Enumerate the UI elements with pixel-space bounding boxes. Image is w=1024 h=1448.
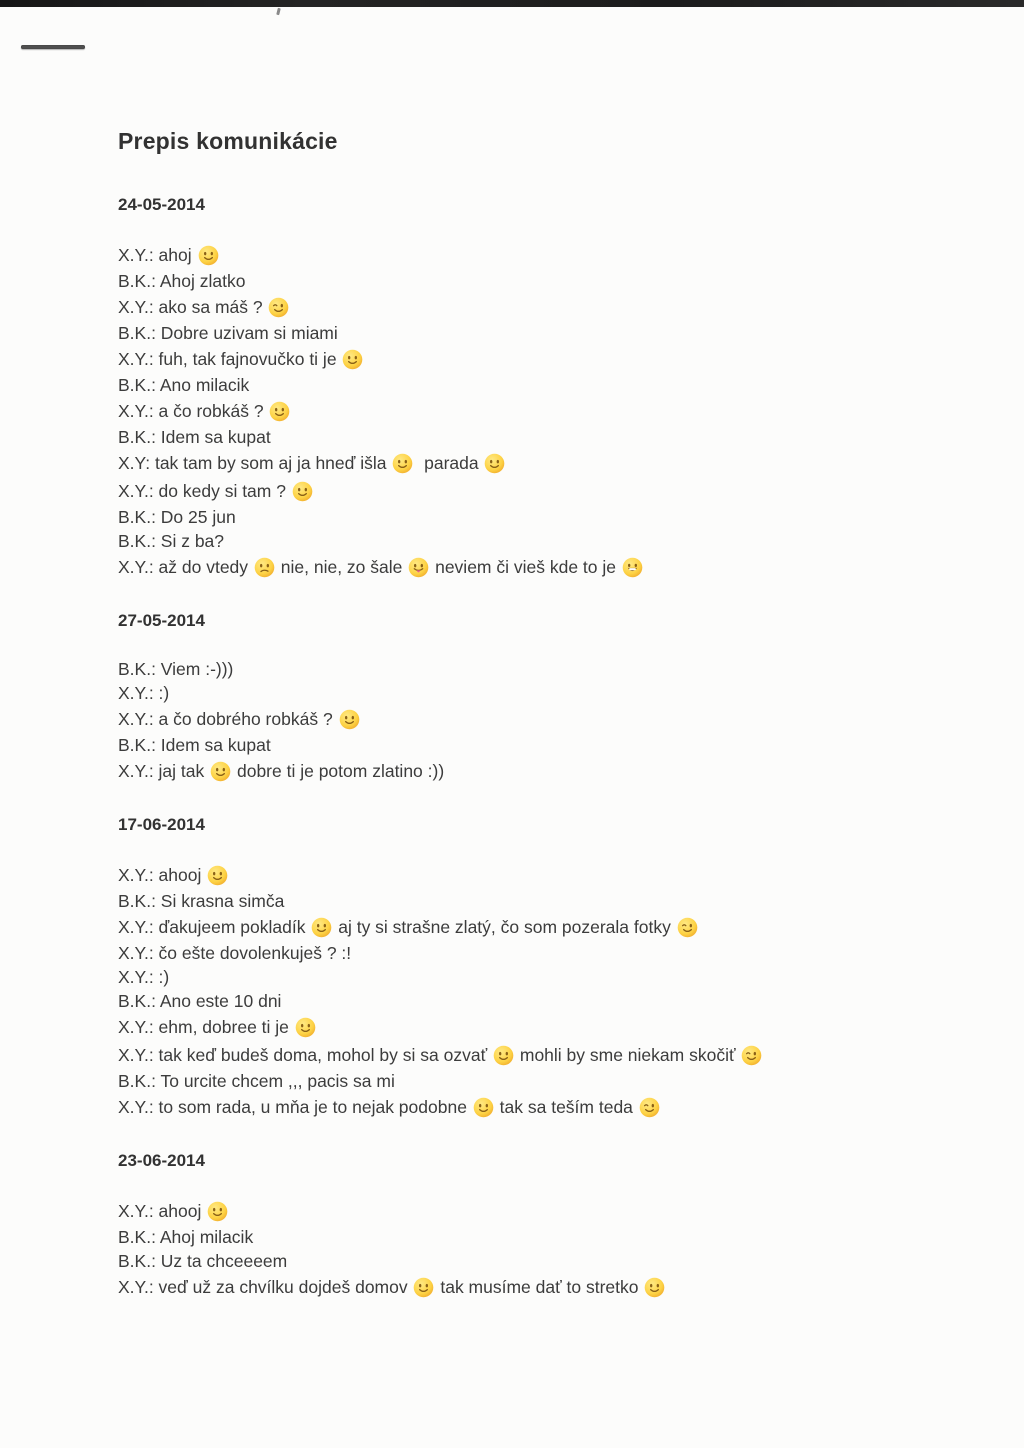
chat-message-line (118, 989, 944, 1013)
slight-smile-emoji-icon (493, 1045, 514, 1066)
message-text: X.Y.: a čo dobrého robkáš ? (118, 709, 338, 729)
message-text: X.Y.: ďakujeem pokladík (118, 917, 311, 937)
message-text: X.Y.: ahooj (118, 865, 207, 885)
grin-emoji-icon (622, 557, 643, 578)
message-text: B.K.: Viem :-))) (118, 659, 234, 679)
message-text: B.K.: To urcite chcem ,,, pacis sa mi (118, 1071, 395, 1091)
message-text: X.Y.: ahoj (118, 245, 197, 265)
chat-message-line (118, 529, 944, 553)
scan-mark-artifact (21, 45, 85, 49)
message-text: X.Y.: jaj tak (118, 761, 210, 781)
tongue-emoji-icon (408, 557, 429, 578)
chat-message-line (118, 681, 944, 705)
wink-emoji-icon (677, 917, 698, 938)
message-text: X.Y: tak tam by som aj ja hneď išla (118, 453, 392, 473)
chat-message-line (118, 553, 944, 581)
chat-message-line (118, 1225, 944, 1249)
slight-smile-emoji-icon (210, 761, 231, 782)
date-section (118, 1151, 944, 1301)
message-text: X.Y.: ehm, dobree ti je (118, 1017, 294, 1037)
confused-emoji-icon (254, 557, 275, 578)
message-text: B.K.: Ano este 10 dni (118, 991, 282, 1011)
chat-message-line (118, 1273, 944, 1301)
message-text: X.Y.: :) (118, 683, 170, 703)
date-section (118, 195, 944, 581)
message-text: parada (414, 453, 484, 473)
slight-smile-emoji-icon (484, 453, 505, 474)
chat-message-line (118, 1197, 944, 1225)
chat-message-line (118, 757, 944, 785)
chat-message-line (118, 889, 944, 913)
message-text: B.K.: Idem sa kupat (118, 427, 271, 447)
chat-message-line (118, 293, 944, 321)
message-text: X.Y.: tak keď budeš doma, mohol by si sa ozvať (118, 1045, 492, 1065)
chat-message-line (118, 397, 944, 425)
scan-edge-artifact (0, 0, 1024, 7)
message-text: tak sa teším teda (494, 1097, 638, 1117)
chat-message-line (118, 1041, 944, 1069)
chat-message-line (118, 965, 944, 989)
slight-smile-emoji-icon (207, 865, 228, 886)
message-text: B.K.: Si z ba? (118, 531, 225, 551)
message-text: X.Y.: až do vtedy (118, 557, 253, 577)
message-text: aj ty si strašne zlatý, čo som pozerala fotky (333, 917, 676, 937)
message-text: X.Y.: do kedy si tam ? (118, 481, 291, 501)
chat-message-line (118, 425, 944, 449)
chat-message-line (118, 505, 944, 529)
chat-message-line (118, 941, 944, 965)
slight-smile-emoji-icon (392, 453, 413, 474)
transcript-sections (118, 195, 944, 1301)
slight-smile-emoji-icon (292, 481, 313, 502)
chat-message-line (118, 1093, 944, 1121)
section-date-heading: 27-05-2014 (118, 611, 205, 630)
wink-emoji-icon (639, 1097, 660, 1118)
chat-message-line (118, 373, 944, 397)
chat-message-line (118, 477, 944, 505)
chat-message-line (118, 449, 944, 477)
slight-smile-emoji-icon (269, 401, 290, 422)
chat-message-line (118, 321, 944, 345)
page-title: Prepis komunikácie (118, 128, 338, 154)
chat-message-line (118, 705, 944, 733)
message-text: mohli by sme niekam skočiť (515, 1045, 741, 1065)
message-text: B.K.: Si krasna simča (118, 891, 285, 911)
slight-smile-emoji-icon (473, 1097, 494, 1118)
slight-smile-emoji-icon (413, 1277, 434, 1298)
section-date-heading: 24-05-2014 (118, 195, 205, 214)
message-text: B.K.: Ahoj zlatko (118, 271, 246, 291)
message-text: X.Y.: veď už za chvílku dojdeš domov (118, 1277, 413, 1297)
slight-smile-emoji-icon (295, 1017, 316, 1038)
slight-smile-emoji-icon (207, 1201, 228, 1222)
message-text: X.Y.: ako sa máš ? (118, 297, 268, 317)
date-section (118, 815, 944, 1121)
chat-message-line (118, 733, 944, 757)
chat-message-line (118, 1013, 944, 1041)
chat-message-line (118, 1069, 944, 1093)
message-text: B.K.: Do 25 jun (118, 507, 236, 527)
section-date-heading: 17-06-2014 (118, 815, 205, 834)
slight-smile-emoji-icon (311, 917, 332, 938)
message-text: neviem či vieš kde to je (430, 557, 621, 577)
message-text: X.Y.: čo ešte dovolenkuješ ? :! (118, 943, 352, 963)
slight-smile-emoji-icon (342, 349, 363, 370)
message-text: B.K.: Dobre uzivam si miami (118, 323, 338, 343)
section-date-heading: 23-06-2014 (118, 1151, 205, 1170)
message-text: X.Y.: ahooj (118, 1201, 207, 1221)
date-section (118, 611, 944, 785)
message-text: X.Y.: to som rada, u mňa je to nejak podobne (118, 1097, 472, 1117)
chat-message-line (118, 861, 944, 889)
message-text: nie, nie, zo šale (275, 557, 408, 577)
message-text: B.K.: Uz ta chceeeem (118, 1251, 288, 1271)
slight-smile-emoji-icon (339, 709, 360, 730)
chat-message-line (118, 657, 944, 681)
message-text: B.K.: Ano milacik (118, 375, 250, 395)
slight-smile-emoji-icon (198, 245, 219, 266)
chat-message-line (118, 269, 944, 293)
message-text: dobre ti je potom zlatino :)) (232, 761, 445, 781)
message-text: B.K.: Idem sa kupat (118, 735, 271, 755)
message-text: B.K.: Ahoj milacik (118, 1227, 254, 1247)
chat-message-line (118, 345, 944, 373)
wink-emoji-icon (741, 1045, 762, 1066)
message-text: tak musíme dať to stretko (435, 1277, 644, 1297)
chat-message-line (118, 913, 944, 941)
chat-message-line (118, 1249, 944, 1273)
slight-smile-emoji-icon (644, 1277, 665, 1298)
message-text: X.Y.: :) (118, 967, 170, 987)
message-text: X.Y.: fuh, tak fajnovučko ti je (118, 349, 342, 369)
wink-emoji-icon (268, 297, 289, 318)
chat-message-line (118, 241, 944, 269)
message-text: X.Y.: a čo robkáš ? (118, 401, 269, 421)
